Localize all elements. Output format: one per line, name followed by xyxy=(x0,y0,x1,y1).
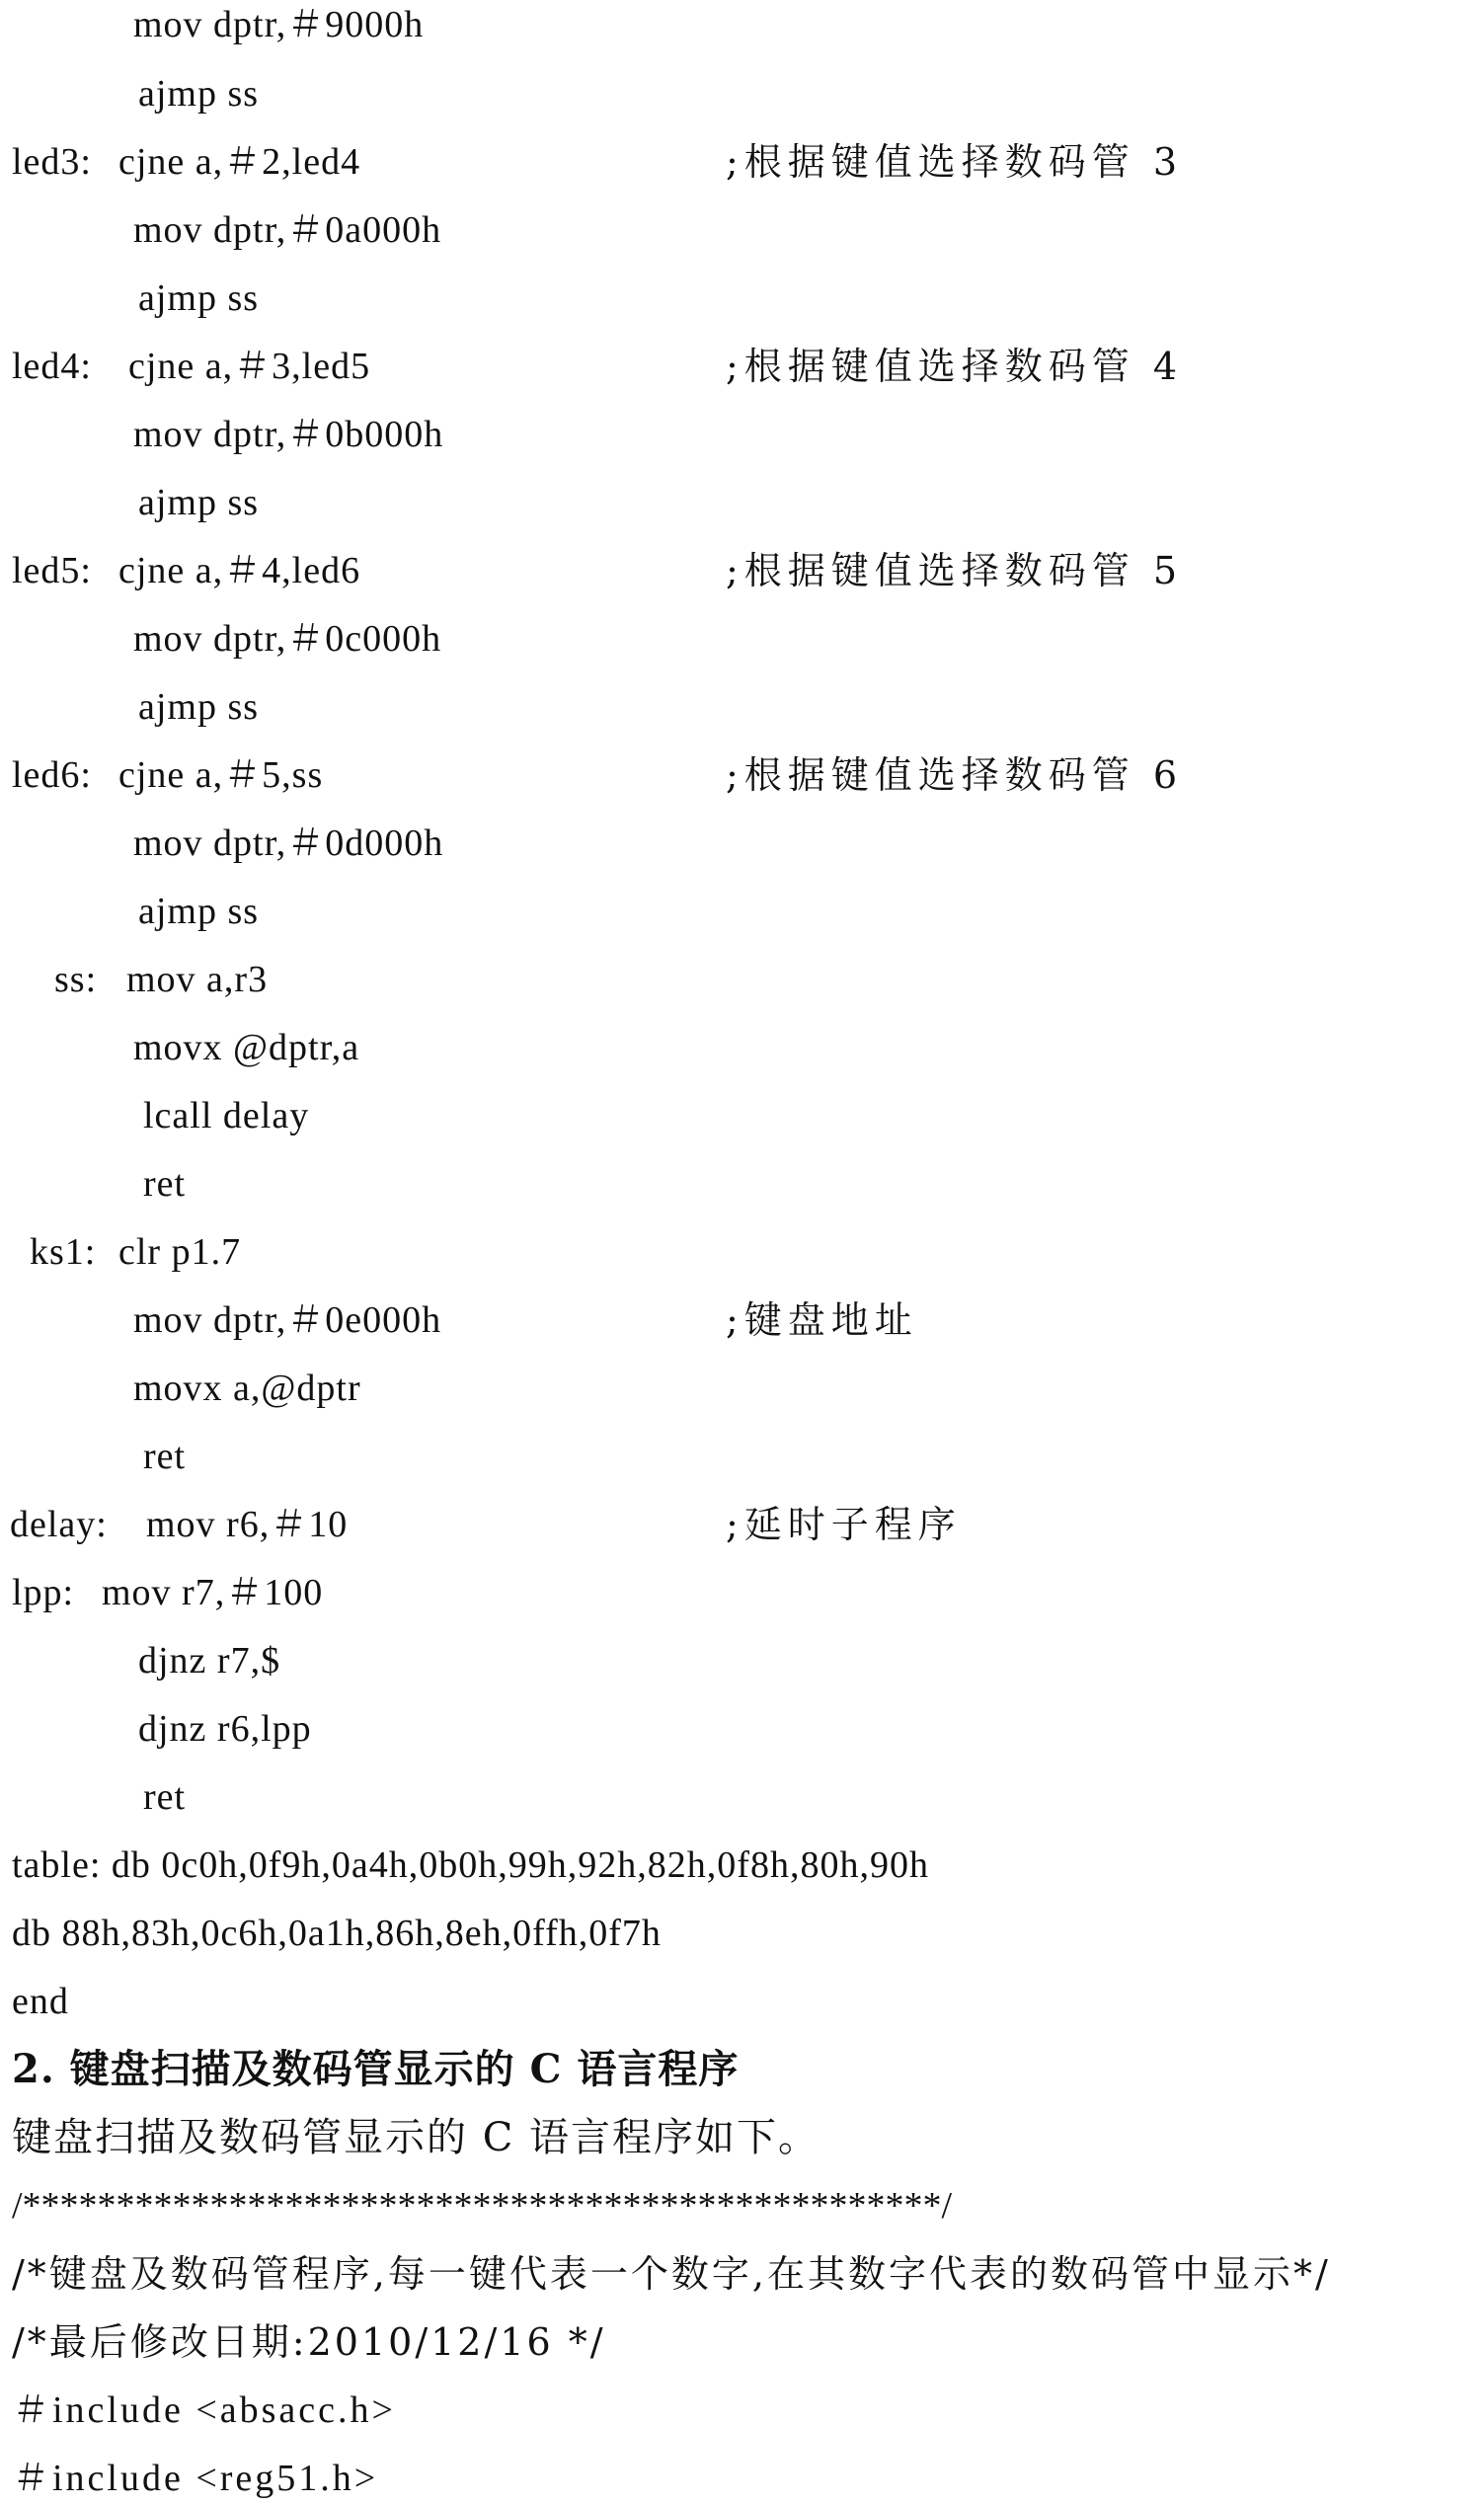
code-line-6-comment: ;根据键值选择数码管 4 xyxy=(726,345,1184,388)
code-line-7-instr: mov dptr,＃0b000h xyxy=(133,414,444,455)
code-line-20-comment: ;键盘地址 xyxy=(726,1298,918,1342)
c-line-3: /*最后修改日期:2010/12/16 */ xyxy=(12,2320,606,2364)
code-line-13-instr: mov dptr,＃0d000h xyxy=(133,822,444,864)
c-line-1: /*************************************************/ xyxy=(12,2185,953,2227)
code-line-15-instr: mov a,r3 xyxy=(126,959,269,1000)
code-line-27-instr: ret xyxy=(143,1776,187,1818)
code-line-4-instr: mov dptr,＃0a000h xyxy=(133,209,442,251)
code-line-10-instr: mov dptr,＃0c000h xyxy=(133,618,442,660)
code-line-3-label: led3: xyxy=(12,141,92,183)
code-line-3-instr: cjne a,＃2,led4 xyxy=(118,141,361,183)
code-line-16-instr: movx @dptr,a xyxy=(133,1027,360,1068)
code-line-12-comment: ;根据键值选择数码管 6 xyxy=(726,753,1184,797)
code-line-25-instr: djnz r7,$ xyxy=(138,1640,281,1682)
code-line-8-instr: ajmp ss xyxy=(138,482,260,523)
c-line-4: ＃include <absacc.h> xyxy=(12,2389,396,2431)
code-line-20-instr: mov dptr,＃0e000h xyxy=(133,1299,442,1341)
section-intro: 键盘扫描及数码管显示的 C 语言程序如下。 xyxy=(12,2115,820,2160)
code-line-9-instr: cjne a,＃4,led6 xyxy=(118,550,361,591)
code-line-9-comment: ;根据键值选择数码管 5 xyxy=(726,549,1184,592)
code-line-28-instr: table: db 0c0h,0f9h,0a4h,0b0h,99h,92h,82h,0f8h,80h,90h xyxy=(12,1844,929,1886)
code-line-29-instr: db 88h,83h,0c6h,0a1h,86h,8eh,0ffh,0f7h xyxy=(12,1913,662,1954)
code-line-15-label: ss: xyxy=(54,959,98,1000)
code-line-18-instr: ret xyxy=(143,1163,187,1205)
code-line-26-instr: djnz r6,lpp xyxy=(138,1708,312,1750)
code-line-17-instr: lcall delay xyxy=(143,1095,310,1136)
code-line-9-label: led5: xyxy=(12,550,92,591)
code-line-11-instr: ajmp ss xyxy=(138,686,260,728)
c-line-2: /*键盘及数码管程序,每一键代表一个数字,在其数字代表的数码管中显示*/ xyxy=(12,2252,1331,2296)
code-line-24-instr: mov r7,＃100 xyxy=(102,1572,324,1613)
code-line-30-instr: end xyxy=(12,1981,69,2022)
code-line-12-instr: cjne a,＃5,ss xyxy=(118,754,324,796)
code-line-19-instr: clr p1.7 xyxy=(118,1231,242,1273)
code-line-2-instr: ajmp ss xyxy=(138,73,260,115)
code-line-23-instr: mov r6,＃10 xyxy=(146,1504,349,1545)
code-line-19-label: ks1: xyxy=(30,1231,97,1273)
c-line-5: ＃include <reg51.h> xyxy=(12,2458,379,2499)
code-line-23-comment: ;延时子程序 xyxy=(726,1503,962,1546)
code-line-1-instr: mov dptr,＃9000h xyxy=(133,4,425,45)
code-line-22-instr: ret xyxy=(143,1436,187,1477)
code-line-6-label: led4: xyxy=(12,346,92,387)
code-line-3-comment: ;根据键值选择数码管 3 xyxy=(726,140,1184,184)
code-line-21-instr: movx a,@dptr xyxy=(133,1368,361,1409)
code-line-5-instr: ajmp ss xyxy=(138,277,260,319)
code-line-14-instr: ajmp ss xyxy=(138,891,260,932)
code-line-23-label: delay: xyxy=(10,1504,108,1545)
code-line-12-label: led6: xyxy=(12,754,92,796)
code-line-24-label: lpp: xyxy=(12,1572,75,1613)
section-heading: 2. 键盘扫描及数码管显示的 C 语言程序 xyxy=(12,2046,740,2092)
code-line-6-instr: cjne a,＃3,led5 xyxy=(128,346,371,387)
